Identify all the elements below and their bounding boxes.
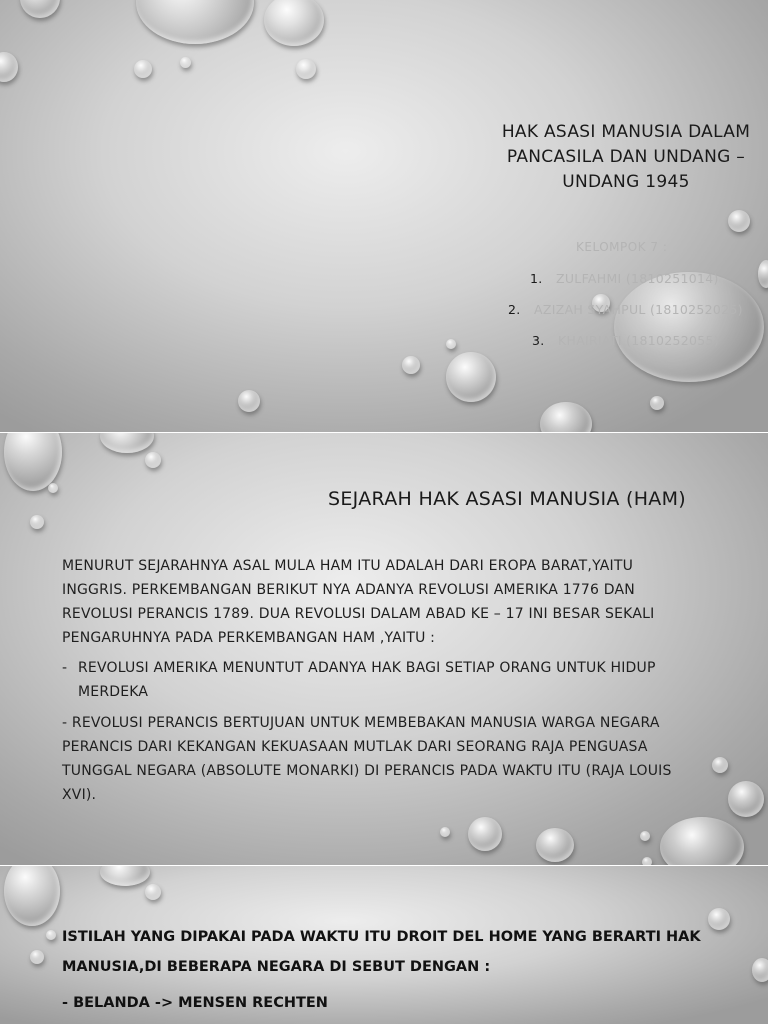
water-drop [145,884,161,900]
terminology-content [62,922,742,1024]
member-name: ZULFAHMI (1810251014) [556,271,719,286]
water-drop [440,827,450,837]
water-drop [758,260,768,288]
section-title: SEJARAH HAK ASASI MANUSIA (HAM) [328,488,686,510]
group-label: KELOMPOK 7 : [576,240,668,254]
water-drop [614,272,764,382]
history-paragraph: MENURUT SEJARAHNYA ASAL MULA HAM ITU ADALAH DARI EROPA BARAT,YAITU INGGRIS. PERKEMBANGAN BERIKUT NYA ADANYA REVOLUSI AMERIKA 1776 DAN REVOLUSI PERANCIS 1789. DUA REVOLUSI DALAM ABAD KE – 17 INI BESAR SEKALI PENGARUHNYA PADA PERKEMBANGAN HAM ,YAITU : [62,558,655,646]
water-drop [660,817,744,865]
water-drop [4,866,60,926]
water-drop [446,352,496,402]
member-name: KHAIRIATI (1810252055) [558,333,719,348]
water-drop [20,0,60,18]
water-drop [238,390,260,412]
member-number: 2. [508,302,521,317]
bullet-dash: - [62,660,68,676]
water-drop [145,452,161,468]
water-drop [30,515,44,529]
water-drop [402,356,420,374]
member-number: 1. [530,271,543,286]
water-drop [536,828,574,862]
water-drop [48,483,58,493]
water-drop [264,0,324,46]
water-drop [296,59,316,79]
water-drop [30,950,44,964]
member-item [530,271,719,286]
slide-title [0,0,768,432]
member-number: 3. [532,333,545,348]
terminology-intro: ISTILAH YANG DIPAKAI PADA WAKTU ITU DROIT DEL HOME YANG BERARTI HAK MANUSIA,DI BEBERAPA NEGARA DI SEBUT DENGAN : [62,929,701,975]
water-drop [728,781,764,817]
water-drop [468,817,502,851]
terminology-item-belanda: - BELANDA -> MENSEN RECHTEN [62,995,328,1011]
water-drop [100,866,150,886]
presentation-title: HAK ASASI MANUSIA DALAM PANCASILA DAN UNDANG – UNDANG 1945 [501,122,751,192]
water-drop [712,757,728,773]
bullet-french-revolution: - REVOLUSI PERANCIS BERTUJUAN UNTUK MEMBEBAKAN MANUSIA WARGA NEGARA PERANCIS DARI KEKANGAN KEKUASAAN MUTLAK DARI SEORANG RAJA PENGUASA TUNGGAL NEGARA (ABSOLUTE MONARKI) DI PERANCIS PADA WAKTU ITU (RAJA LOUIS XVI). [62,715,672,803]
water-drop [446,339,456,349]
water-drop [540,402,592,432]
water-drop [136,0,254,44]
water-drop [752,958,768,982]
bullet-american-revolution: REVOLUSI AMERIKA MENUNTUT ADANYA HAK BAGI SETIAP ORANG UNTUK HIDUP MERDEKA [78,660,656,700]
water-drop [100,433,154,453]
water-drop [46,930,56,940]
water-drop [650,396,664,410]
water-drop [0,52,18,82]
water-drop [640,831,650,841]
water-drop [728,210,750,232]
water-drop [134,60,152,78]
water-drop [642,857,652,865]
water-drop [180,57,191,68]
member-item [532,333,719,348]
member-item [508,302,743,317]
member-name: AZIZAH SYAHPUL (1810252025) [534,302,743,317]
